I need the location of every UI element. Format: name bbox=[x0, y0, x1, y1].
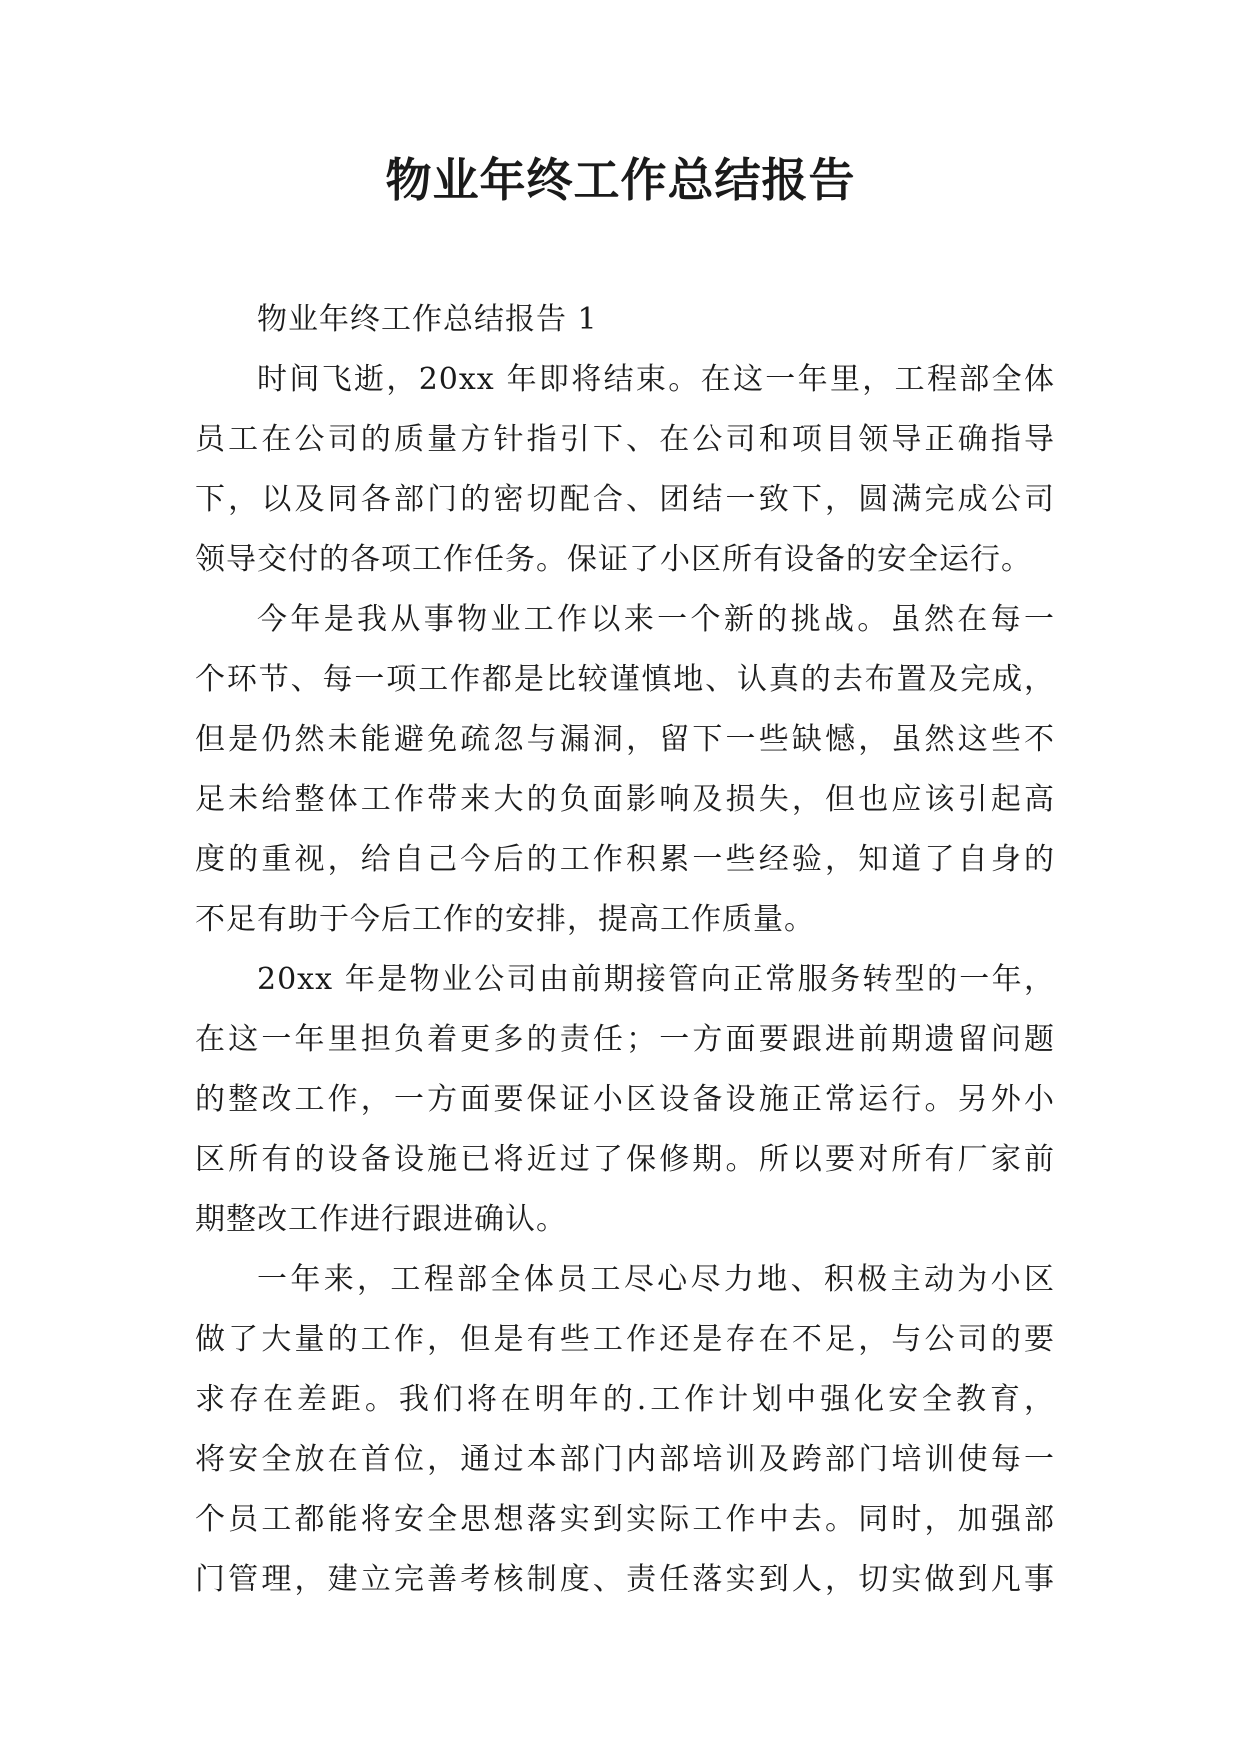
paragraph-2-line-2: 个环节、每一项工作都是比较谨慎地、认真的去布置及完成， bbox=[195, 662, 1055, 697]
paragraph-1-line-2: 员工在公司的质量方针指引下、在公司和项目领导正确指导 bbox=[195, 422, 1055, 457]
paragraph-4-line-1: 一年来，工程部全体员工尽心尽力地、积极主动为小区 bbox=[257, 1262, 1055, 1297]
paragraph-1-line-1: 时间飞逝，20xx 年即将结束。在这一年里，工程部全体 bbox=[257, 362, 1055, 397]
paragraph-3-line-5: 期整改工作进行跟进确认。 bbox=[195, 1202, 567, 1237]
paragraph-3-line-4: 区所有的设备设施已将近过了保修期。所以要对所有厂家前 bbox=[195, 1142, 1055, 1177]
paragraph-3-line-3: 的整改工作，一方面要保证小区设备设施正常运行。另外小 bbox=[195, 1082, 1055, 1117]
paragraph-2-line-3: 但是仍然未能避免疏忽与漏洞，留下一些缺憾，虽然这些不 bbox=[195, 722, 1055, 757]
paragraph-2-line-4: 足未给整体工作带来大的负面影响及损失，但也应该引起高 bbox=[195, 782, 1055, 817]
paragraph-4-line-3: 求存在差距。我们将在明年的.工作计划中强化安全教育， bbox=[195, 1382, 1055, 1417]
paragraph-1-line-3: 下，以及同各部门的密切配合、团结一致下，圆满完成公司 bbox=[195, 482, 1055, 517]
paragraph-2-line-5: 度的重视，给自己今后的工作积累一些经验，知道了自身的 bbox=[195, 842, 1055, 877]
paragraph-2-line-6: 不足有助于今后工作的安排，提高工作质量。 bbox=[195, 902, 815, 937]
paragraph-1-line-4: 领导交付的各项工作任务。保证了小区所有设备的安全运行。 bbox=[195, 542, 1032, 577]
paragraph-3-line-1: 20xx 年是物业公司由前期接管向正常服务转型的一年， bbox=[257, 962, 1055, 997]
paragraph-3-line-2: 在这一年里担负着更多的责任；一方面要跟进前期遗留问题 bbox=[195, 1022, 1055, 1057]
paragraph-4-line-6: 门管理，建立完善考核制度、责任落实到人，切实做到凡事 bbox=[195, 1562, 1055, 1597]
section-heading: 物业年终工作总结报告 1 bbox=[257, 302, 598, 337]
document-title: 物业年终工作总结报告 bbox=[385, 153, 856, 207]
document-body bbox=[195, 290, 1055, 1610]
paragraph-4-line-5: 个员工都能将安全思想落实到实际工作中去。同时，加强部 bbox=[195, 1502, 1055, 1537]
paragraph-4-line-4: 将安全放在首位，通过本部门内部培训及跨部门培训使每一 bbox=[195, 1442, 1055, 1477]
paragraph-4-line-2: 做了大量的工作，但是有些工作还是存在不足，与公司的要 bbox=[195, 1322, 1055, 1357]
paragraph-2-line-1: 今年是我从事物业工作以来一个新的挑战。虽然在每一 bbox=[257, 602, 1055, 637]
